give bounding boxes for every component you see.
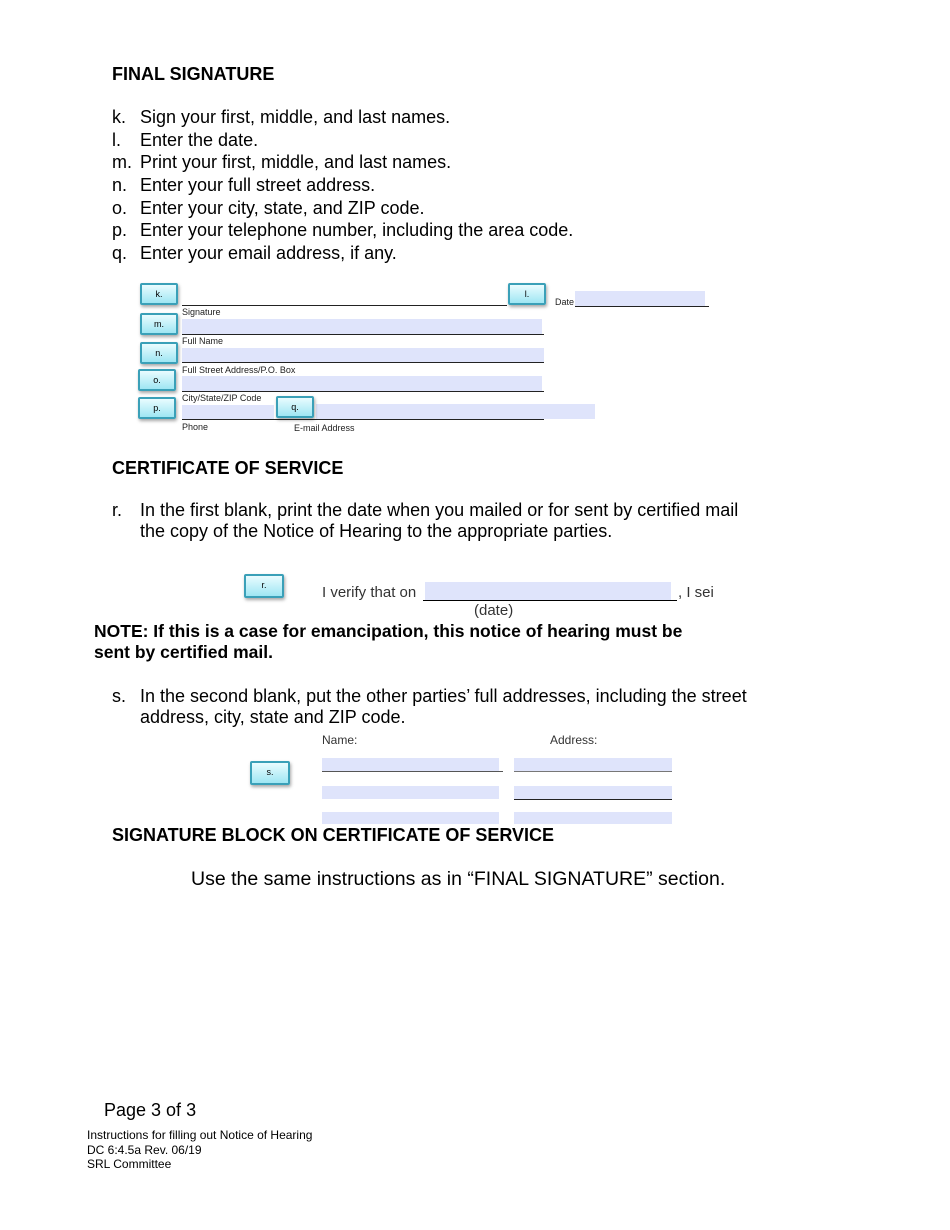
list-item [112,174,732,197]
badge-p: p. [138,397,176,419]
party-name-field-2[interactable] [322,786,499,799]
full-name-line [182,334,544,335]
street-label: Full Street Address/P.O. Box [182,365,296,375]
badge-o: o. [138,369,176,391]
party-address-field-3[interactable] [514,812,672,824]
badge-r: r. [244,574,284,598]
item-text: In the first blank, print the date when you mailed or for sent by certified mail the copy of the Notice of Hearing to the appropriate parties. [140,500,739,541]
badge-q: q. [276,396,314,418]
final-signature-heading: FINAL SIGNATURE [112,64,275,84]
signature-line [182,305,507,306]
list-item [112,219,732,242]
badge-m: m. [140,313,178,335]
party-address-line-2 [514,799,672,800]
date-field[interactable] [575,291,705,307]
badge-l: l. [508,283,546,305]
badge-s: s. [250,761,290,785]
list-item [112,106,732,129]
footer-committee: SRL Committee [87,1157,172,1171]
item-letter: r. [112,500,123,520]
signature-label: Signature [182,307,221,317]
party-address-line-1 [514,771,672,772]
item-letter: q. [112,243,128,264]
item-text: Enter your email address, if any. [140,243,397,264]
street-field[interactable] [182,348,544,363]
email-field[interactable] [316,404,595,419]
verify-suffix: , I sei [678,584,714,601]
item-text: Print your first, middle, and last names. [140,152,452,173]
name-label: Name: [322,733,358,747]
item-text: Enter your city, state, and ZIP code. [140,197,425,218]
email-label: E-mail Address [294,423,355,433]
signature-block-heading: SIGNATURE BLOCK ON CERTIFICATE OF SERVICE [112,825,555,845]
instruction-s [112,686,762,730]
phone-field[interactable] [182,405,274,419]
item-letter: o. [112,197,128,218]
item-text: Enter your full street address. [140,175,376,196]
party-name-field-3[interactable] [322,812,499,824]
item-text: Sign your first, middle, and last names. [140,107,451,127]
badge-k: k. [140,283,178,305]
list-item [112,242,732,265]
phone-email-line [182,419,544,420]
item-letter: p. [112,220,128,241]
item-text: Enter your telephone number, including the area code. [140,220,574,241]
street-line [182,362,544,363]
list-item [112,197,732,220]
item-letter: m. [112,152,132,173]
party-address-field-1[interactable] [514,758,672,771]
city-line [182,391,544,392]
party-name-line-1 [322,771,503,772]
item-text: In the second blank, put the other parties’ full addresses, including the street address, city, state and ZIP code. [140,686,747,727]
footer-form-number: DC 6:4.5a Rev. 06/19 [87,1143,202,1157]
item-letter: n. [112,175,128,196]
final-signature-instructions [112,106,732,265]
full-name-label: Full Name [182,336,224,346]
date-caption: (date) [474,602,514,619]
badge-n: n. [140,342,178,364]
party-address-field-2[interactable] [514,786,672,799]
service-date-line [423,600,677,601]
item-text: Enter the date. [140,129,259,150]
address-label: Address: [550,733,598,747]
certificate-heading: CERTIFICATE OF SERVICE [112,458,344,478]
verify-text: I verify that on [322,584,417,601]
list-item [112,151,732,174]
phone-label: Phone [182,422,209,432]
footer-form-title: Instructions for filling out Notice of Hearing [87,1128,313,1142]
full-name-field[interactable] [182,319,542,334]
date-label: Date [555,297,575,307]
item-letter: k. [112,107,127,127]
date-line [575,306,709,307]
instruction-r [112,500,762,544]
emancipation-note: NOTE: If this is a case for emancipation, this notice of hearing must be sent by certified mail. [94,621,683,662]
item-letter: s. [112,686,127,706]
city-label: City/State/ZIP Code [182,393,262,403]
page-number: Page 3 of 3 [104,1100,197,1120]
city-field[interactable] [182,376,542,391]
service-date-field[interactable] [425,582,671,600]
signature-block-instruction: Use the same instructions as in “FINAL SIGNATURE” section. [191,868,726,890]
list-item [112,129,732,152]
item-letter: l. [112,129,121,150]
party-name-field-1[interactable] [322,758,499,771]
